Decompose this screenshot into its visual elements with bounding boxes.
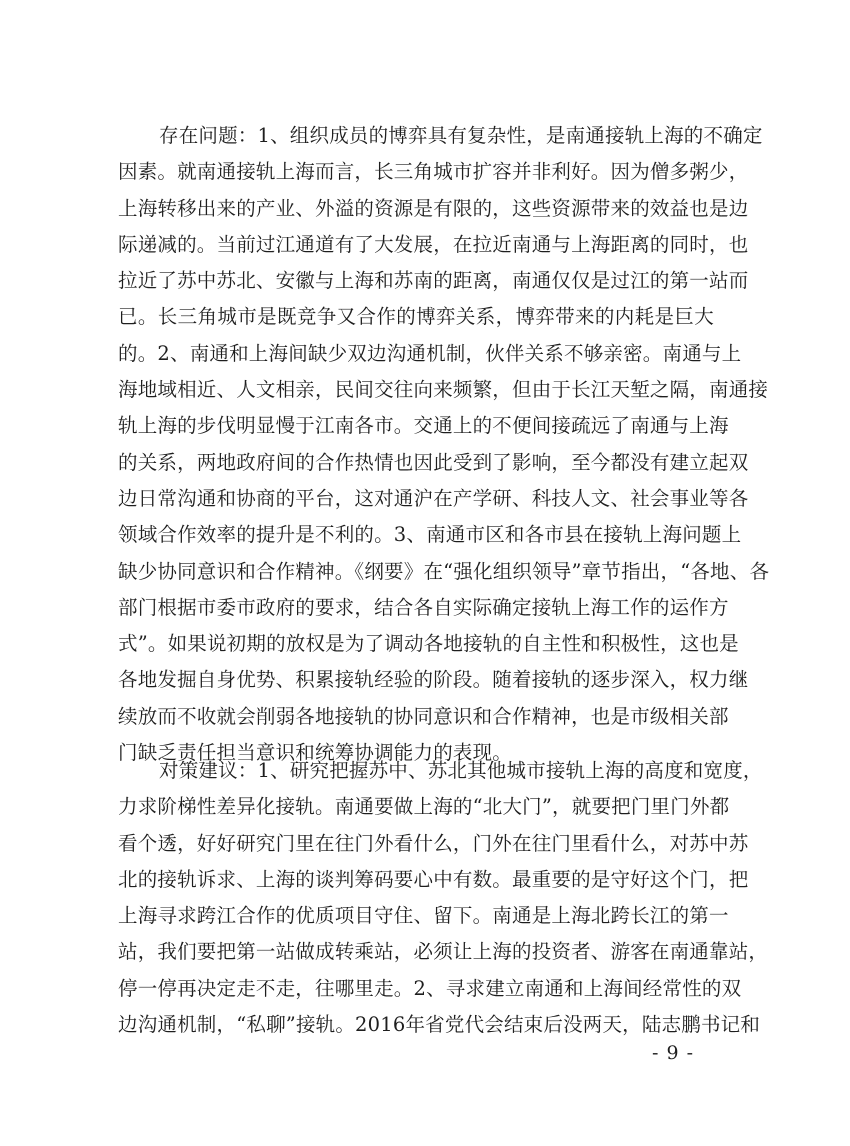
text-line: 停一停再决定走不走，往哪里走。2、寻求建立南通和上海间经常性的双 [118,976,742,1000]
text-line: 式”。如果说初期的放权是为了调动各地接轨的自主性和积极性，这也是 [118,632,739,656]
text-line: 拉近了苏中苏北、安徽与上海和苏南的距离，南通仅仅是过江的第一站而 [118,269,749,293]
text-line: 上海转移出来的产业、外溢的资源是有限的，这些资源带来的效益也是边 [118,196,749,220]
text-line: 上海寻求跨江合作的优质项目守住、留下。南通是上海北跨长江的第一 [118,904,729,928]
paragraph-countermeasures [118,753,769,1043]
text-line: 门缺乏责任担当意识和统筹协调能力的表现。 [118,741,513,765]
text-line: 领域合作效率的提升是不利的。3、南通市区和各市县在接轨上海问题上 [118,523,742,547]
text-line: 站，我们要把第一站做成转乘站，必须让上海的投资者、游客在南通靠站， [118,940,769,964]
page-number: - 9 - [651,1042,694,1064]
text-line: 存在问题：1、组织成员的博弈具有复杂性，是南通接轨上海的不确定 [159,124,763,147]
text-line: 各地发掘自身优势、积累接轨经验的阶段。随着接轨的逐步深入，权力继 [118,668,749,692]
text-line: 际递减的。当前过江通道有了大发展，在拉近南通与上海距离的同时，也 [118,232,749,256]
text-line: 看个透，好好研究门里在往门外看什么，门外在往门里看什么，对苏中苏 [118,831,749,855]
text-line: 边沟通机制，“私聊”接轨。2016年省党代会结束后没两天，陆志鹏书记和 [118,1013,761,1037]
text-line: 的关系，两地政府间的合作热情也因此受到了影响，至今都没有建立起双 [118,450,749,474]
text-line: 对策建议：1、研究把握苏中、苏北其他城市接轨上海的高度和宽度， [159,759,763,782]
text-line: 北的接轨诉求、上海的谈判筹码要心中有数。最重要的是守好这个门，把 [118,867,749,891]
text-line: 力求阶梯性差异化接轨。南通要做上海的“北大门”，就要把门里门外都 [118,795,730,819]
text-line: 已。长三角城市是既竞争又合作的博弈关系，博弈带来的内耗是巨大 [118,305,714,329]
text-line: 轨上海的步伐明显慢于江南各市。交通上的不便间接疏远了南通与上海 [118,414,729,438]
text-line: 边日常沟通和协商的平台，这对通沪在产学研、科技人文、社会事业等各 [118,486,749,510]
text-line: 续放而不收就会削弱各地接轨的协同意识和合作精神，也是市级相关部 [118,704,729,728]
text-line: 的。2、南通和上海间缺少双边沟通机制，伙伴关系不够亲密。南通与上 [118,341,742,365]
text-line: 缺少协同意识和合作精神。《纲要》在“强化组织领导”章节指出，“各地、各 [118,559,770,583]
text-line: 海地域相近、人文相亲，民间交往向来频繁，但由于长江天堑之隔，南通接 [118,378,769,402]
text-line: 因素。就南通接轨上海而言，长三角城市扩容并非利好。因为僧多粥少， [118,160,749,184]
text-line: 部门根据市委市政府的要求，结合各自实际确定接轨上海工作的运作方 [118,595,729,619]
